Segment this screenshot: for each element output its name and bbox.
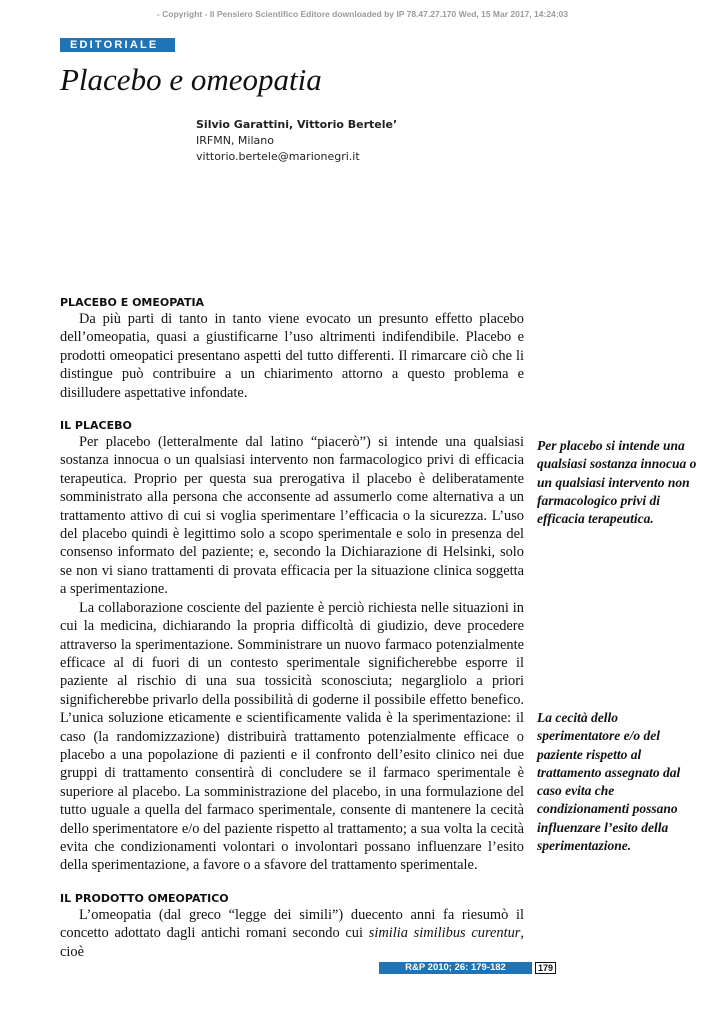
journal-citation: R&P 2010; 26: 179-182: [379, 962, 532, 974]
section-heading: PLACEBO E OMEOPATIA: [60, 296, 205, 309]
section-il-placebo: [60, 419, 524, 875]
copyright-notice: - Copyright - Il Pensiero Scientifico Editore downloaded by IP 78.47.27.170 Wed, 15 Mar 2017, 14:24:03: [156, 9, 569, 19]
paragraph: Da più parti di tanto in tanto viene evocato un presunto effetto placebo dell’omeopatia, quasi a giustificarne l’uso altrimenti indifendibile. Placebo e prodotti omeopatici presentano aspetti del tutto differenti. Il rimarcare ciò che li distingue può contribuire a un chiarimento attorno a questo problema e disilludere aspettative infondate.: [60, 311, 524, 401]
author-block: [196, 117, 397, 165]
article-body: [60, 296, 524, 978]
author-email[interactable]: vittorio.bertele@marionegri.it: [196, 150, 360, 163]
paragraph: Per placebo (letteralmente dal latino “piacerò”) si intende una qualsiasi sostanza innocua o un qualsiasi intervento non farmacologico privi di efficacia terapeutica. Proprio per questa sua prerogativa il placebo è deliberatamente somministrato alla persona che acconsente ad assumerlo come alternativa a un trattamento attivo di cui si voglia sperimentare l’efficacia o la sicurezza. L’uso del placebo quindi è legittimo solo a scopo sperimentale e solo in presenza del consenso informato del paziente; e, secondo la Dichiarazione di Helsinki, solo se non vi siano trattamenti di provata efficacia per la situazione clinica soggetta a sperimentazione.: [60, 434, 524, 598]
section-tag: EDITORIALE: [60, 38, 175, 52]
article-title: Placebo e omeopatia: [60, 62, 322, 97]
paragraph: La collaborazione cosciente del paziente è perciò richiesta nelle situazioni in cui la medicina, dichiarando la propria difficoltà di giudizio, deve procedere attraverso la sperimentazione. Somministrare un nuovo farmaco potenzialmente efficace al di fuori di un contesto sperimentale significherebbe esporre il paziente al rischio di una sua tossicità sconosciuta; negargliolo a priori significherebbe privarlo della possibilità di goderne il possibile effetto benefico. L’unica soluzione eticamente e scientificamente valida è la sperimentazione: il caso (la randomizzazione) distribuirà trattamento potenzialmente efficace o placebo a una popolazione di pazienti e il confronto dell’esito clinico nei due gruppi di trattamento consentirà di concludere se il farmaco sperimentale è superiore al placebo. La somministrazione del placebo, in una formulazione del tutto uguale a quella del farmaco sperimentale, consente di mantenere la cecità dello sperimentatore e/o del paziente rispetto al trattamento; a sua volta la cecità evita che condizionamenti volontari o involontari possano influenzare l’esito della sperimentazione, a favore o a sfavore del trattamento sperimentale.: [60, 599, 524, 874]
section-placebo-omeopatia: [60, 296, 524, 402]
page-footer: [379, 962, 556, 974]
section-heading: IL PRODOTTO OMEOPATICO: [60, 891, 229, 905]
section-prodotto-omeopatico: [60, 892, 524, 961]
page-number: 179: [535, 962, 556, 974]
paragraph: L’omeopatia (dal greco “legge dei simili”) duecento anni fa riesumò il concetto adottato dagli antichi romani secondo cui similia similibus curentur, cioè: [60, 906, 524, 960]
pullquote: La cecità dello sperimentatore e/o del paziente rispetto al trattamento assegnato dal caso evita che condizionamenti possano influenzare l’esito della sperimentazione.: [537, 710, 681, 854]
pullquote: Per placebo si intende una qualsiasi sostanza innocua o un qualsiasi intervento non farmacologico privi di efficacia terapeutica.: [537, 438, 697, 527]
author-affiliation: IRFMN, Milano: [196, 134, 274, 147]
section-heading: IL PLACEBO: [60, 419, 132, 433]
author-names: Silvio Garattini, Vittorio Bertele’: [196, 118, 398, 131]
